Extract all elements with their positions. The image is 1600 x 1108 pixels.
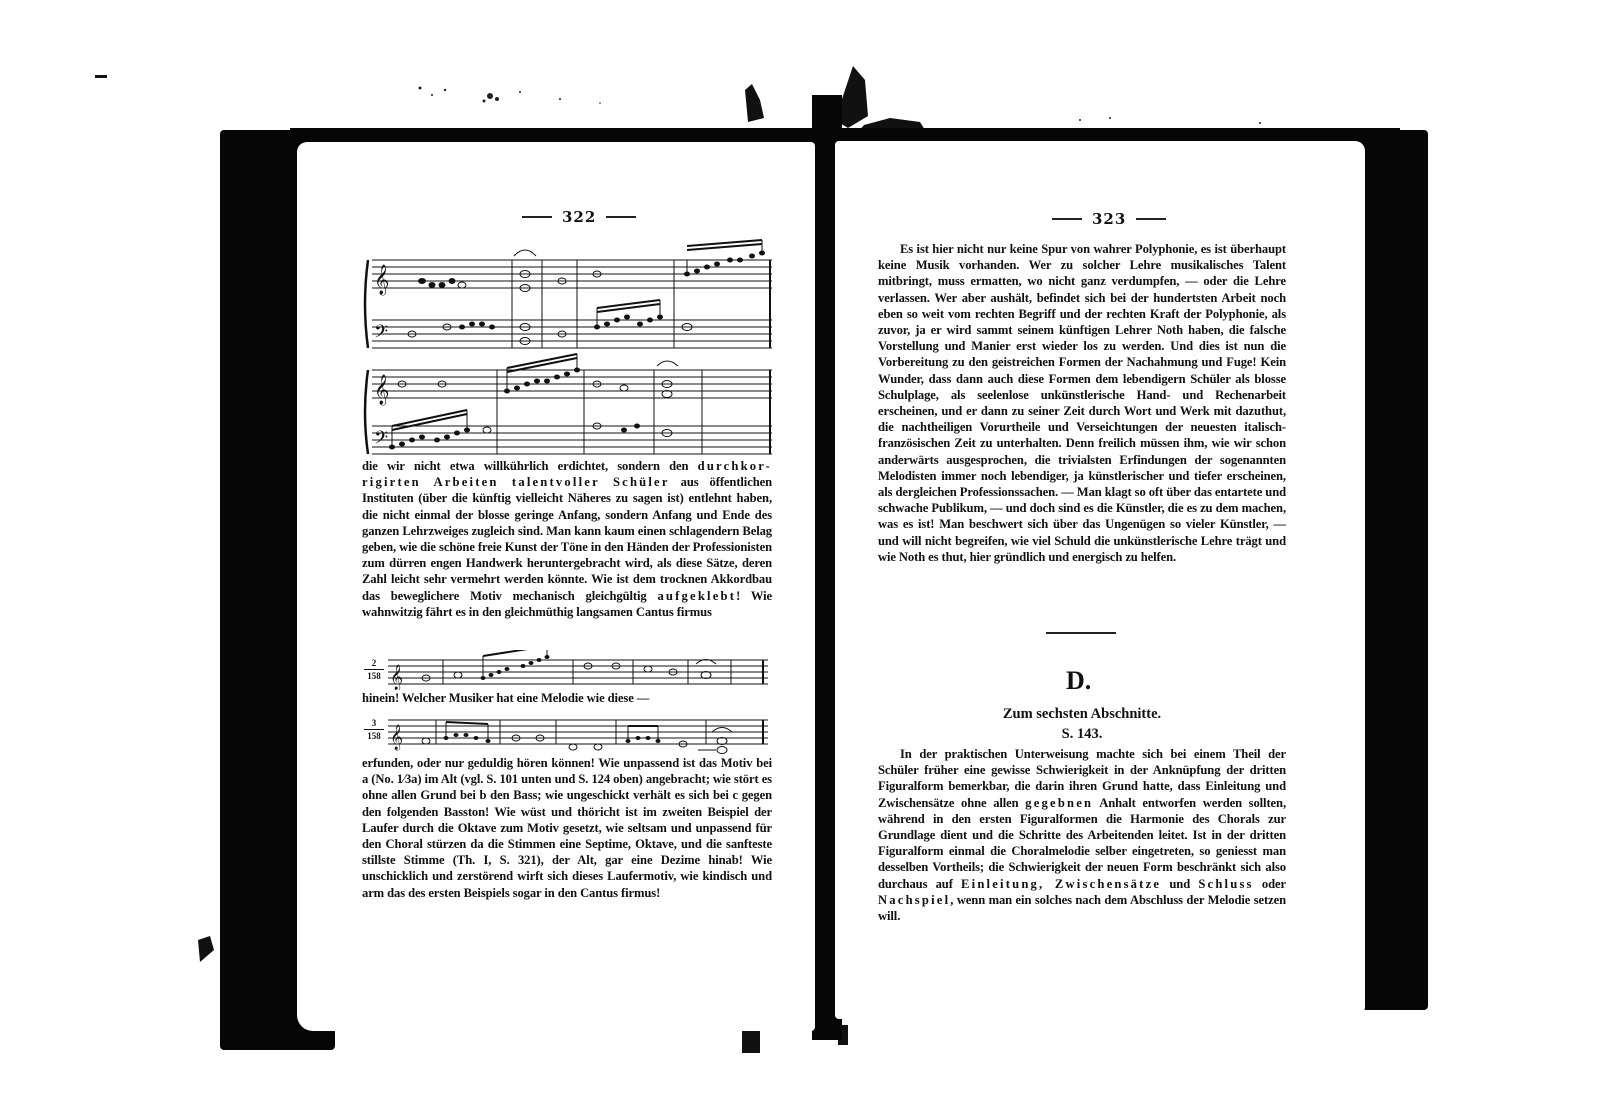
section-divider [1046, 632, 1116, 634]
section-title: Zum sechsten Abschnitte. [1002, 706, 1162, 722]
emphasized-text: Schluss [1198, 876, 1254, 891]
emphasized-text: durchkor-rigirten Arbeiten talentvoller Schüler [362, 459, 772, 490]
divider-dash [1052, 218, 1082, 220]
example-page-ref: 158 [367, 671, 381, 681]
right-paragraph-2 [878, 746, 1286, 924]
emphasized-text: aufgeklebt [657, 588, 737, 603]
right-paragraph-1 [878, 241, 1286, 565]
example-2-label [364, 658, 384, 681]
emphasized-text: Nachspiel [878, 892, 951, 907]
example-number: 2 [371, 658, 377, 668]
emphasized-text: gegebnen [1025, 795, 1094, 810]
section-reference: S. 143. [1061, 726, 1103, 742]
music-example-1 [362, 238, 782, 460]
divider-dash [522, 216, 552, 218]
text-run: aus öffentlichen Instituten (über die künftig vielleicht Näheres zu sagen ist) entlehnt haben, die nicht einmal der blosse geringe Anfang, sondern Anfang und Ende des ganzen Lehrzweiges zugleich sind. Man kann kaum einen schlagendern Belag geben, wie die schöne freie Kunst der Töne in den Händen der Professionisten zum dürren engen Handwerk heruntergebracht wird, als diese Sätze, deren Zahl leicht sehr vermehrt werden könnte. Wie ist dem trocknen Akkordbau das beweglichere Motiv mechanisch gleichgültig [362, 475, 772, 603]
left-paragraph-3 [362, 755, 772, 901]
text-run: hinein! Welcher Musiker hat eine Melodie wie diese — [362, 691, 650, 705]
text-run: ! Wie wahnwitzig fährt es in den gleichmüthig langsamen Cantus firmus [362, 588, 772, 619]
left-paragraph-1 [362, 458, 772, 620]
text-run: Es ist hier nicht nur keine Spur von wahrer Polyphonie, es ist überhaupt keine Musik vorhanden. Wer zu solcher Lehre musikalisches Talent mitbringt, muss ermatten, wo nicht ganz verdumpfen, — oder die Lehre verlassen. Wer aber aushält, befindet sich bei der hundertsten Arbeit noch eben so weit vom rechten Begriff und der rechten Kraft der Polyphonie, als zuvor, ja er wird sammt seinem künftigen Lehrer Noth haben, die falsche Vorstellung und Manier erst wieder los zu werden. Und dies ist nun die Vorbereitung zu den geistreichen Formen der Nachahmung und Fuge! Kein Wunder, dass dann auch diese Formen dem lebendigern Schüler als blosse Schulplage, als seelenlose unkünstlerische Hand- und Rechenarbeit erscheinen, und er dann zu seiner Zeit durch Wort und Werk mit dazuthut, die nachtheiligen Vorurtheile und Verseichtungen der neuesten italisch-französischen Zeit zu unterhalten. Denn freilich müssen ihm, wie wir schon anderwärts ausgesprochen, die trivialsten Erfindungen der sogenannten Melodisten immer noch lebendiger, ja künstlerischer und tiefer erscheinen, als dergleichen Professionssachen. — Man klagt so oft über das entartete und schwache Publikum, — und doch sind es die Künstler, die es zu dem machen, was es ist! Man beschwert sich über das Ungenügen so vieler Künstler, — und will nicht begreifen, wie viel Schuld die unkünstlerische Lehre trägt und wie Noth es thut, hier gründlich und energisch zu helfen. [878, 242, 1286, 564]
music-example-3 [388, 712, 773, 754]
divider-dash [1136, 218, 1166, 220]
page-number-text: 323 [1092, 210, 1127, 228]
svg-text:𝄢: 𝄢 [374, 322, 389, 347]
emphasized-text: Einleitung, Zwischensätze [961, 876, 1162, 891]
example-3-label [364, 718, 384, 741]
page-number-text: 322 [562, 208, 597, 226]
text-run: In der praktischen Unterweisung machte sich bei einem Theil der Schüler früher eine gewisse Schwierigkeit in der Anknüpfung der dritten Figuralform bemerkbar, die darin ihren Grund hatte, dass Einleitung und Zwischensätze ohne allen [878, 747, 1286, 810]
right-page-number [1052, 210, 1166, 228]
svg-text:𝄞: 𝄞 [390, 725, 404, 750]
text-run: Anhalt entworfen werden sollten, während in den ersten Figuralformen die Harmonie des Chorals zur Grundlage dient und die Schritte des Arbeitenden leitet. Ist in der dritten Figuralform einmal die Choralmelodie selber eingetreten, so geniesst man desselben Vortheils; die Schwierigkeit der neuen Form beschränkt sich also durchaus auf [878, 795, 1286, 891]
text-run: und [1161, 876, 1199, 891]
fraction-bar [364, 669, 384, 670]
section-letter: D. [1066, 666, 1092, 695]
text-run: die wir nicht etwa willkührlich erdichtet, sondern den [362, 459, 698, 473]
example-number: 3 [371, 718, 377, 728]
text-run: erfunden, oder nur geduldig hören können! Wie unpassend ist das Motiv bei a (No. 1⁄3a) im Alt (vgl. S. 101 unten und S. 124 oben) angebracht; wie stört es ohne allen Grund bei b den Bass; wie ungeschickt verhält es sich bei c gegen den folgenden Basston! Wie wüst und thöricht ist im zweiten Beispiel der Laufer durch die Oktave zum Motiv gesetzt, wie seltsam und unpassend für den Choral stürzen da die Stimmen eine Septime, Oktave, und die sanfteste stillste Stimme (Th. I, S. 321), der Alt, gar eine Dezime hinab! Wie unschicklich und zerstörend wirft sich dieses Laufermotiv, wie kindisch und arm das des ersten Beispiels sogar in den Cantus firmus! [362, 756, 772, 900]
svg-text:𝄞: 𝄞 [374, 375, 390, 405]
text-run: , wenn man ein solches nach dem Abschluss der Melodie setzen will. [878, 892, 1286, 924]
svg-text:𝄞: 𝄞 [390, 665, 404, 690]
fraction-bar [364, 729, 384, 730]
left-page-number [522, 208, 636, 226]
example-page-ref: 158 [367, 731, 381, 741]
svg-text:𝄢: 𝄢 [374, 428, 389, 453]
divider-dash [606, 216, 636, 218]
text-run: oder [1253, 876, 1286, 891]
svg-text:𝄞: 𝄞 [374, 265, 390, 295]
music-example-2 [388, 650, 773, 690]
left-paragraph-2 [362, 690, 772, 706]
